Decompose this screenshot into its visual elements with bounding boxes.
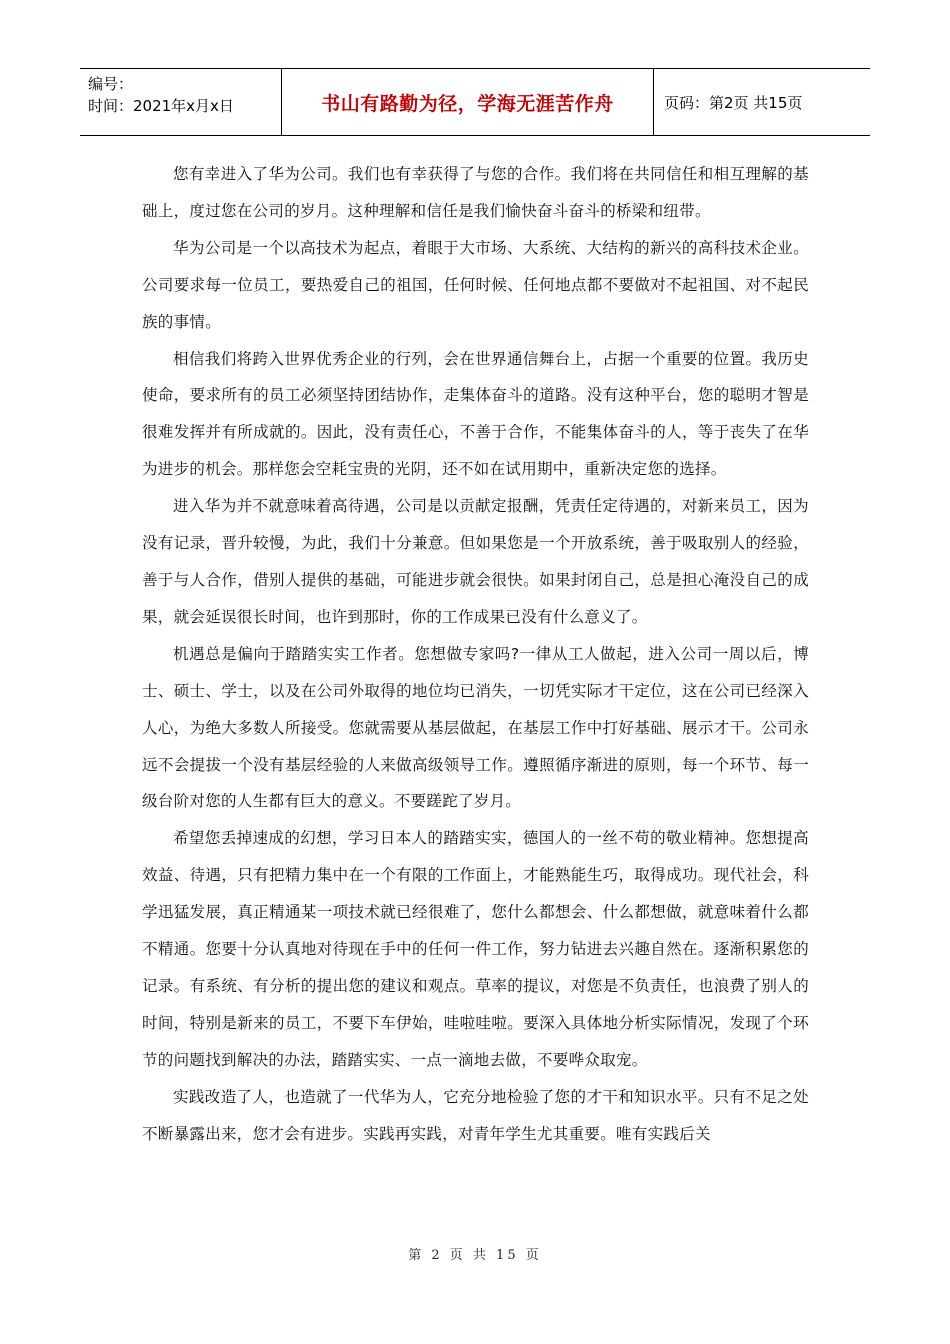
paragraph: 进入华为并不就意味着高待遇，公司是以贡献定报酬，凭责任定待遇的，对新来员工，因为没有记录，晋升较慢，为此，我们十分兼意。但如果您是一个开放系统，善于吸取别人的经验，善于与人合作，借别人提供的基础，可能进步就会很快。如果封闭自己，总是担心淹没自己的成果，就会延误很长时间，也许到那时，你的工作成果已没有什么意义了。 [142, 497, 809, 626]
document-header [80, 68, 870, 136]
paragraph: 希望您丢掉速成的幻想，学习日本人的踏踏实实，德国人的一丝不苟的敬业精神。您想提高效益、待遇，只有把精力集中在一个有限的工作面上，才能熟能生巧，取得成功。现代社会，科学迅猛发展，真正精通某一项技术就已经很难了，您什么都想会、什么都想做，就意味着什么都不精通。您要十分认真地对待现在手中的任何一件工作，努力钻进去兴趣自然在。逐渐积累您的记录。有系统、有分析的提出您的建议和观点。草率的提议，对您是不负责任，也浪费了别人的时间，特别是新来的员工，不要下车伊始，哇啦哇啦。要深入具体地分析实际情况，发现了个环节的问题找到解决的办法，踏踏实实、一点一滴地去做，不要哗众取宠。 [142, 829, 809, 1069]
document-date-label: 时间：2021年x月x日 [88, 97, 234, 115]
header-page-label: 页码：第2页 共15页 [664, 93, 803, 112]
header-info-cell [80, 69, 282, 135]
document-body [142, 156, 809, 1152]
page-footer: 第 2 页 共 15 页 [408, 1248, 542, 1263]
paragraph: 机遇总是偏向于踏踏实实工作者。您想做专家吗?一律从工人做起，进入公司一周以后，博士、硕士、学士，以及在公司外取得的地位均已消失，一切凭实际才干定位，这在公司已经深入人心，为绝大多数人所接受。您就需要从基层做起，在基层工作中打好基础、展示才干。公司永远不会提拔一个没有基层经验的人来做高级领导工作。遵照循序渐进的原则，每一个环节、每一级台阶对您的人生都有巨大的意义。不要蹉跎了岁月。 [142, 644, 809, 811]
paragraph: 实践改造了人，也造就了一代华为人，它充分地检验了您的才干和知识水平。只有不足之处不断暴露出来，您才会有进步。实践再实践，对青年学生尤其重要。唯有实践后关 [142, 1087, 809, 1143]
document-number-label: 编号： [88, 75, 134, 93]
paragraph: 华为公司是一个以高技术为起点，着眼于大市场、大系统、大结构的新兴的高科技术企业。公司要求每一位员工，要热爱自己的祖国，任何时候、任何地点都不要做对不起祖国、对不起民族的事情。 [142, 238, 809, 331]
paragraph: 相信我们将跨入世界优秀企业的行列，会在世界通信舞台上，占据一个重要的位置。我历史使命，要求所有的员工必须坚持团结协作，走集体奋斗的道路。没有这种平台，您的聪明才智是很难发挥并有所成就的。因此，没有责任心，不善于合作，不能集体奋斗的人，等于丧失了在华为进步的机会。那样您会空耗宝贵的光阴，还不如在试用期中，重新决定您的选择。 [142, 349, 809, 479]
paragraph: 您有幸进入了华为公司。我们也有幸获得了与您的合作。我们将在共同信任和相互理解的基础上，度过您在公司的岁月。这种理解和信任是我们愉快奋斗奋斗的桥梁和纽带。 [142, 165, 809, 220]
header-motto: 书山有路勤为径，学海无涯苦作舟 [282, 69, 654, 135]
